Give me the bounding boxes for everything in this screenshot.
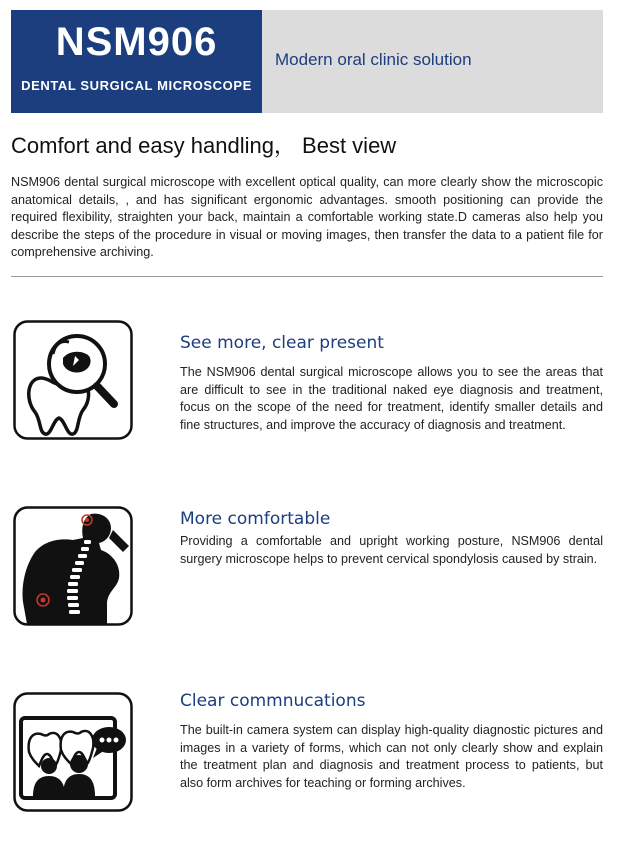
- feature-text-see-more: The NSM906 dental surgical microscope allows you to see the areas that are difficult to see in the traditional naked eye diagnosis and treatment, focus on the scope of the need for treatment, identify smaller details and fine structures, and improve the accuracy of diagnosis and treatment.: [180, 365, 603, 432]
- header-banner: [11, 10, 603, 113]
- section-divider: [11, 276, 603, 277]
- page-headline: Comfort and easy handling， Best view: [11, 133, 397, 158]
- screen-communication-icon: [13, 692, 133, 812]
- product-subtitle: DENTAL SURGICAL MICROSCOPE: [21, 78, 252, 93]
- feature-title-see-more: See more, clear present: [180, 333, 384, 353]
- tagline: Modern oral clinic solution: [275, 50, 472, 69]
- brand-block: [11, 10, 262, 113]
- feature-text-communications: The built-in camera system can display high-quality diagnostic pictures and images in a variety of forms, which can not only clearly show and explain the treatment plan and diagnosis and treatment process to patients, but also form archives for teaching or forming archives.: [180, 723, 603, 790]
- feature-title-comfortable: More comfortable: [180, 509, 331, 529]
- spine-posture-icon: [13, 506, 133, 626]
- model-title: NSM906: [55, 20, 218, 64]
- intro-paragraph: NSM906 dental surgical microscope with excellent optical quality, can more clearly show the microscopic anatomical details, , and has significant ergonomic advantages. smooth positioning can provide the required flexibility, straighten your back, maintain a comfortable working state.D cameras also help you describe the steps of the procedure in visual or moving images, then transfer the data to a patient file for comprehensive archiving.: [11, 175, 603, 259]
- feature-text-comfortable: Providing a comfortable and upright working posture, NSM906 dental surgery microscope helps to prevent cervical spondylosis caused by strain.: [180, 534, 603, 566]
- tooth-magnifier-icon: [13, 320, 133, 440]
- feature-title-communications: Clear commnucations: [180, 691, 366, 711]
